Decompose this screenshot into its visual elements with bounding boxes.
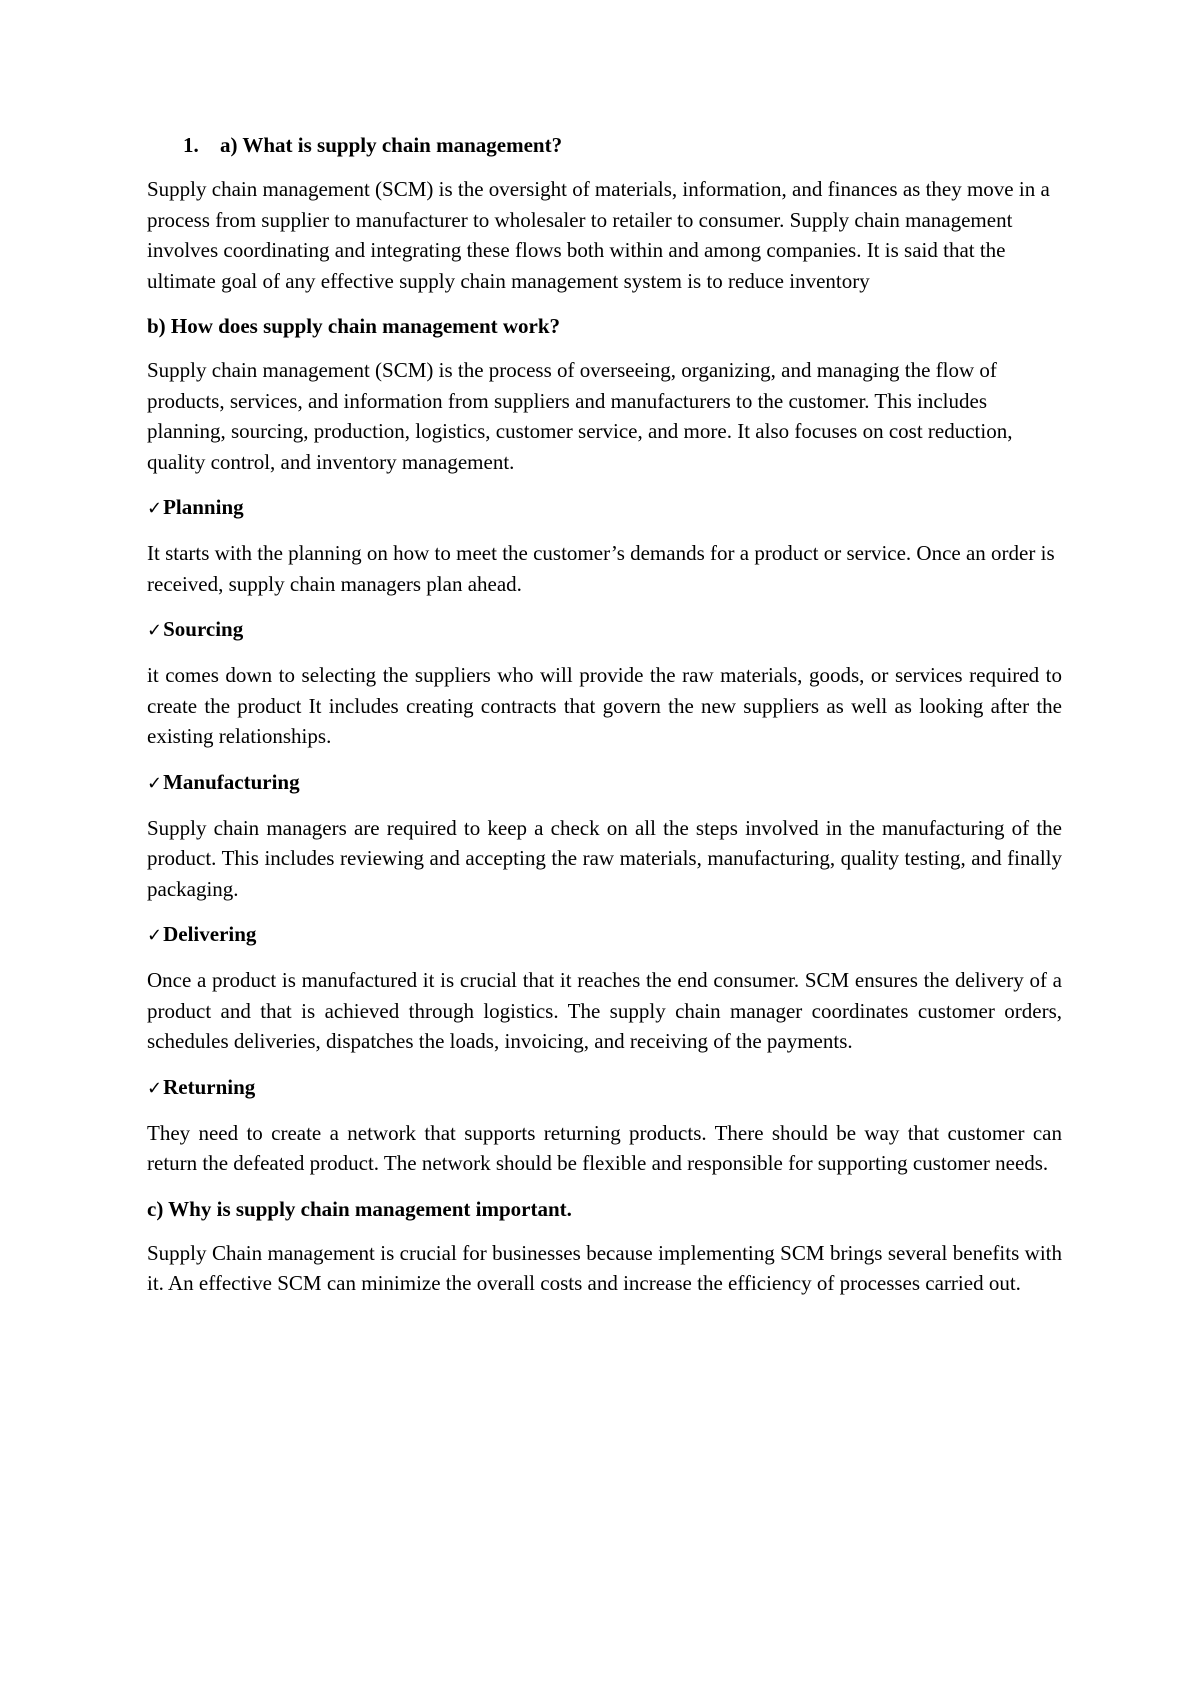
- step-title: Manufacturing: [163, 769, 300, 794]
- step-body-manufacturing: Supply chain managers are required to keep a check on all the steps involved in the manufacturing of the product. This includes reviewing and accepting the raw materials, manufacturing, quality testing, and finally packaging.: [147, 815, 1062, 901]
- list-number: 1.: [183, 133, 199, 157]
- step-title: Returning: [163, 1074, 256, 1099]
- step-body-sourcing: it comes down to selecting the suppliers who will provide the raw materials, goods, or services required to create the product It includes creating contracts that govern the new suppliers as well as looking after the existing relationships.: [147, 663, 1062, 748]
- document-page: [147, 130, 1062, 1314]
- step-title: Sourcing: [163, 617, 244, 641]
- step-heading-delivering: [147, 919, 1062, 951]
- checkmark-icon: ✓: [147, 620, 163, 641]
- step-body-returning: They need to create a network that supports returning products. There should be way that customer can return the defeated product. The network should be flexible and responsible for supporting customer needs.: [147, 1120, 1062, 1175]
- checkmark-icon: ✓: [147, 772, 163, 794]
- step-title: Planning: [163, 495, 244, 519]
- step-heading-returning: [147, 1072, 1062, 1104]
- question-b-heading: b) How does supply chain management work?: [147, 314, 561, 338]
- step-heading-sourcing: [147, 614, 1062, 646]
- step-title: Delivering: [163, 922, 257, 946]
- answer-c-paragraph: Supply Chain management is crucial for businesses because implementing SCM brings several benefits with it. An effective SCM can minimize the overall costs and increase the efficiency of processes carried out.: [147, 1240, 1062, 1295]
- step-heading-manufacturing: [147, 767, 1062, 799]
- step-body-planning: It starts with the planning on how to meet the customer’s demands for a product or service. Once an order is received, supply chain managers plan ahead.: [147, 541, 1055, 596]
- question-c-heading: c) Why is supply chain management important.: [147, 1196, 572, 1221]
- step-body-delivering: Once a product is manufactured it is crucial that it reaches the end consumer. SCM ensures the delivery of a product and that is achieved through logistics. The supply chain manager coordinates customer orders, schedules deliveries, dispatches the loads, invoicing, and receiving of the payments.: [147, 968, 1062, 1053]
- checkmark-icon: ✓: [147, 925, 163, 946]
- checkmark-icon: ✓: [147, 1077, 163, 1099]
- question-a-heading: [147, 130, 1062, 160]
- answer-b-paragraph: Supply chain management (SCM) is the process of overseeing, organizing, and managing the flow of products, services, and information from suppliers and manufacturers to the customer. This includes planning, sourcing, production, logistics, customer service, and more. It also focuses on cost reduction, quality control, and inventory management.: [147, 358, 1013, 474]
- question-a-title: a) What is supply chain management?: [220, 133, 563, 157]
- step-heading-planning: [147, 492, 1062, 524]
- checkmark-icon: ✓: [147, 498, 163, 519]
- answer-a-paragraph: Supply chain management (SCM) is the oversight of materials, information, and finances as they move in a process from supplier to manufacturer to wholesaler to retailer to consumer. Supply chain management involves coordinating and integrating these flows both within and among companies. It is said that the ultimate goal of any effective supply chain management system is to reduce inventory: [147, 177, 1050, 293]
